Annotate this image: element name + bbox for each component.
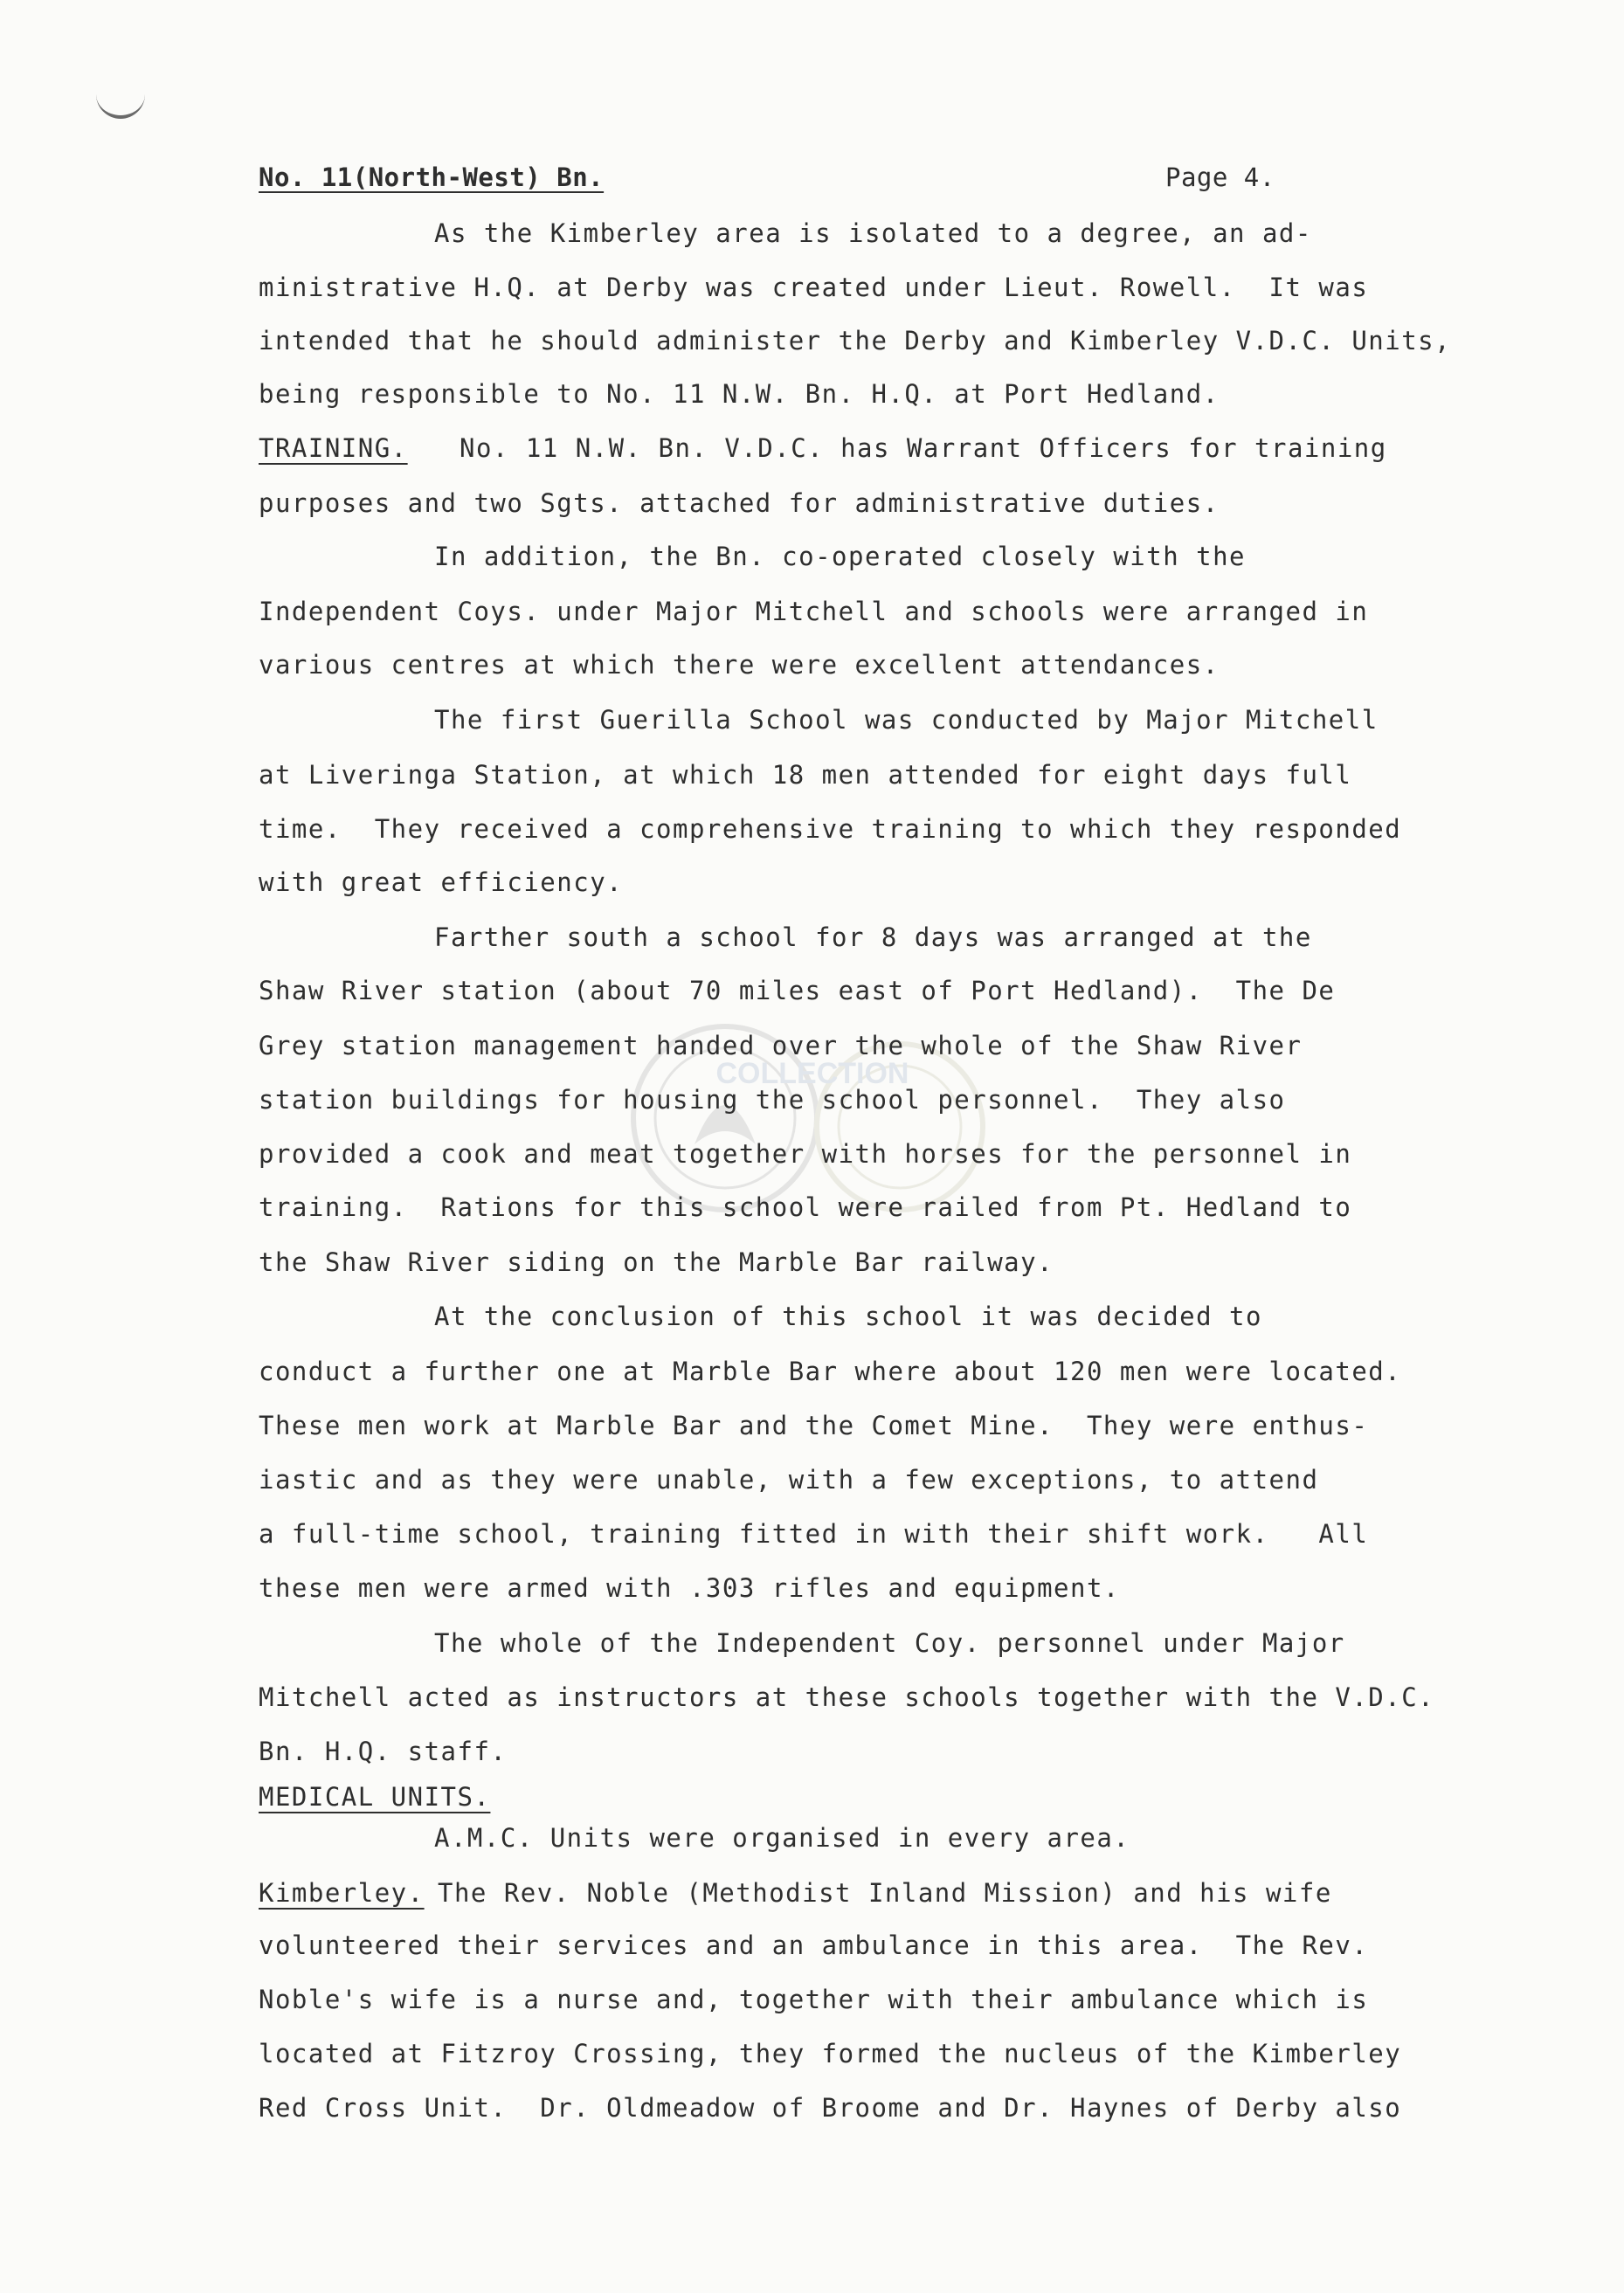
line-text: Independent Coys. under Major Mitchell and schools were arranged in <box>259 597 1369 626</box>
line-text: Farther south a school for 8 days was arranged at the <box>434 922 1312 952</box>
line-text: training. Rations for this school were railed from Pt. Hedland to <box>259 1192 1352 1222</box>
line-text: intended that he should administer the Derby and Kimberley V.D.C. Units, <box>259 326 1452 356</box>
text-line <box>0 273 1624 302</box>
line-text: In addition, the Bn. co-operated closely with the <box>434 542 1247 571</box>
text-line <box>0 1782 1624 1812</box>
text-line <box>0 1519 1624 1549</box>
line-text: being responsible to No. 11 N.W. Bn. H.Q. at Port Hedland. <box>259 379 1220 409</box>
line-text: Mitchell acted as instructors at these schools together with the V.D.C. <box>259 1682 1435 1712</box>
svg-text:COLLECTION: COLLECTION <box>715 1057 909 1090</box>
line-text: provided a cook and meat together with horses for the personnel in <box>259 1139 1352 1169</box>
line-text: various centres at which there were excellent attendances. <box>259 650 1220 680</box>
text-line <box>0 1031 1624 1060</box>
text-line <box>0 1357 1624 1386</box>
text-line <box>0 1682 1624 1712</box>
text-line <box>0 1085 1624 1115</box>
line-text: The first Guerilla School was conducted by Major Mitchell <box>434 705 1379 735</box>
line-text: As the Kimberley area is isolated to a degree, an ad- <box>434 218 1312 248</box>
text-line <box>0 867 1624 897</box>
text-line <box>0 2093 1624 2123</box>
text-line <box>0 1411 1624 1440</box>
text-line <box>0 2039 1624 2069</box>
text-line <box>0 705 1624 735</box>
line-text: conduct a further one at Marble Bar where about 120 men were located. <box>259 1357 1402 1386</box>
text-line <box>0 379 1624 409</box>
text-line <box>0 922 1624 952</box>
text-line <box>0 1465 1624 1495</box>
text-line <box>0 488 1624 518</box>
line-text: A.M.C. Units were organised in every area. <box>434 1823 1130 1853</box>
line-text: Shaw River station (about 70 miles east of Port Hedland). The De <box>259 976 1336 1005</box>
line-text: located at Fitzroy Crossing, they formed the nucleus of the Kimberley <box>259 2039 1402 2069</box>
text-line <box>0 1823 1624 1853</box>
text-line <box>0 976 1624 1005</box>
section-heading: Kimberley. <box>259 1878 425 1908</box>
battalion-header: No. 11(North-West) Bn. <box>259 162 605 192</box>
section-heading: TRAINING. <box>259 433 408 463</box>
line-text: Red Cross Unit. Dr. Oldmeadow of Broome and Dr. Haynes of Derby also <box>259 2093 1402 2123</box>
text-line <box>0 218 1624 248</box>
line-text: At the conclusion of this school it was decided to <box>434 1302 1262 1331</box>
line-text: these men were armed with .303 rifles and equipment. <box>259 1573 1120 1603</box>
line-text: iastic and as they were unable, with a few exceptions, to attend <box>259 1465 1319 1495</box>
punch-hole-mark <box>96 86 145 119</box>
section-heading: MEDICAL UNITS. <box>259 1782 491 1812</box>
text-line <box>0 326 1624 356</box>
line-text: The whole of the Independent Coy. personnel under Major <box>434 1628 1345 1658</box>
text-line <box>0 1192 1624 1222</box>
text-line <box>0 1628 1624 1658</box>
line-text: Noble's wife is a nurse and, together with their ambulance which is <box>259 1985 1369 2014</box>
line-text: ministrative H.Q. at Derby was created under Lieut. Rowell. It was <box>259 273 1369 302</box>
text-line <box>0 814 1624 844</box>
line-text: the Shaw River siding on the Marble Bar railway. <box>259 1247 1054 1277</box>
text-line <box>0 1930 1624 1960</box>
line-text: These men work at Marble Bar and the Comet Mine. They were enthus- <box>259 1411 1369 1440</box>
text-line <box>0 542 1624 571</box>
line-text: at Liveringa Station, at which 18 men attended for eight days full <box>259 760 1352 790</box>
line-text: The Rev. Noble (Methodist Inland Mission) and his wife <box>438 1878 1332 1908</box>
text-line <box>0 433 1624 463</box>
text-line <box>0 650 1624 680</box>
page-number: Page 4. <box>1165 162 1275 192</box>
line-text: Bn. H.Q. staff. <box>259 1737 508 1766</box>
line-text: purposes and two Sgts. attached for administrative duties. <box>259 488 1220 518</box>
line-text: with great efficiency. <box>259 867 624 897</box>
text-line <box>0 1985 1624 2014</box>
text-line <box>0 1302 1624 1331</box>
line-text: a full-time school, training fitted in with their shift work. All <box>259 1519 1369 1549</box>
text-line <box>0 1573 1624 1603</box>
text-line <box>0 1737 1624 1766</box>
line-text: No. 11 N.W. Bn. V.D.C. has Warrant Officers for training <box>460 433 1387 463</box>
text-line <box>0 1247 1624 1277</box>
text-line <box>0 760 1624 790</box>
line-text: volunteered their services and an ambulance in this area. The Rev. <box>259 1930 1369 1960</box>
line-text: time. They received a comprehensive training to which they responded <box>259 814 1402 844</box>
text-line <box>0 1139 1624 1169</box>
line-text: station buildings for housing the school personnel. They also <box>259 1085 1286 1115</box>
text-line <box>0 1878 1624 1908</box>
text-line <box>0 597 1624 626</box>
line-text: Grey station management handed over the whole of the Shaw River <box>259 1031 1303 1060</box>
